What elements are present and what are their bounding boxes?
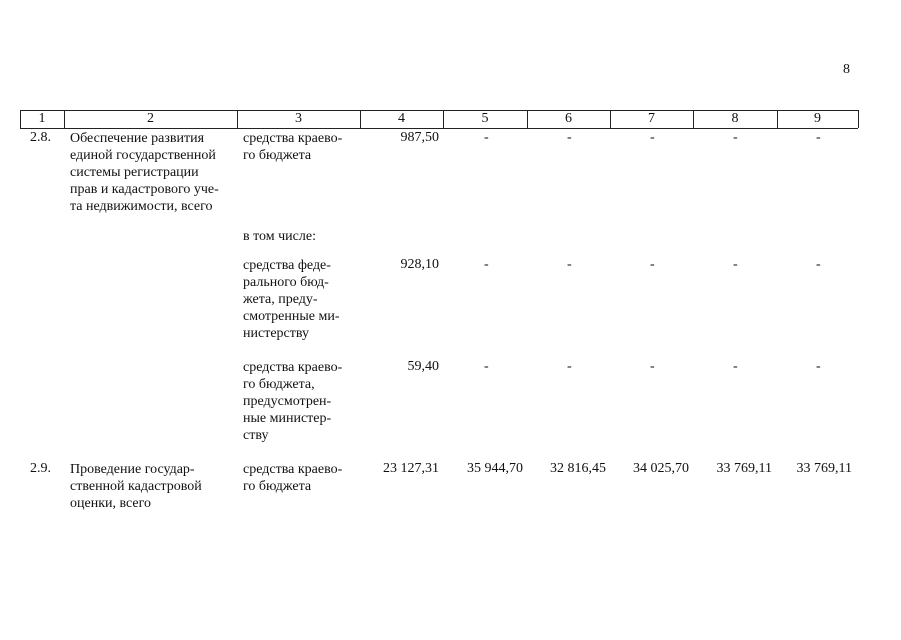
row-source [243,461,355,495]
header-col-4: 4 [398,111,405,126]
value-cell: 33 769,11 [716,461,772,476]
value-cell: 33 769,11 [796,461,852,476]
row-source-line: в том числе: [243,229,316,244]
value-cell: - [816,130,821,145]
row-name-line: системы регистрации [70,165,199,180]
row-source-line: средства краево- [243,360,343,375]
row-source-line: го бюджета [243,479,312,494]
header-col-7: 7 [648,111,655,126]
row-source-line: предусмотрен- [243,394,332,409]
row-name-line: оценки, всего [70,496,152,511]
row-source [243,130,355,164]
header-bottom-border [20,128,858,129]
header-col-2: 2 [147,111,154,126]
value-cell: - [567,359,572,374]
row-name-line: та недвижимости, всего [70,199,213,214]
header-col-5: 5 [481,111,489,126]
row-source [243,257,355,342]
value-cell: 59,40 [407,359,439,374]
row-source-line: ству [243,428,269,443]
value-cell: - [484,359,489,374]
value-cell: - [816,257,821,272]
value-cell: - [567,257,572,272]
value-cell: - [816,359,821,374]
value-cell: - [733,130,738,145]
row-source-line: жета, преду- [243,292,318,307]
row-source [243,359,355,444]
value-cell: - [484,130,489,145]
header-col-1: 1 [38,111,46,126]
value-cell: 23 127,31 [383,461,439,476]
row-source-line: го бюджета, [243,377,315,392]
value-cell: - [567,130,572,145]
row-name [70,130,233,215]
value-cell: - [733,359,738,374]
row-source-line: средства краево- [243,462,343,477]
row-name-line: Обеспечение развития [70,131,205,146]
value-cell: 35 944,70 [467,461,523,476]
value-cell: - [650,130,655,145]
value-cell: 32 816,45 [550,461,606,476]
row-name-line: ственной кадастровой [70,479,202,494]
value-cell: - [484,257,489,272]
row-source-line: рального бюд- [243,275,329,290]
row-name-line: единой государственной [70,148,216,163]
value-cell: 34 025,70 [633,461,689,476]
value-cell: - [650,257,655,272]
row-number: 2.9. [30,461,51,476]
value-cell: 928,10 [400,257,439,272]
header-divider [858,110,859,128]
row-source-line: го бюджета [243,148,312,163]
header-col-9: 9 [814,111,821,126]
row-source-line: средства феде- [243,258,331,273]
page-number: 8 [843,62,850,77]
row-source-line: смотренные ми- [243,309,340,324]
header-col-3: 3 [295,111,302,126]
row-name [70,461,233,512]
value-cell: - [650,359,655,374]
value-cell: 987,50 [400,130,439,145]
value-cell: - [733,257,738,272]
header-col-8: 8 [731,111,739,126]
row-name-line: прав и кадастрового уче- [70,182,219,197]
header-col-6: 6 [565,111,572,126]
row-source-line: ные министер- [243,411,332,426]
row-source-line: нистерству [243,326,309,341]
row-source-line: средства краево- [243,131,343,146]
row-number: 2.8. [30,130,51,145]
row-name-line: Проведение государ- [70,462,195,477]
row-source [243,228,355,245]
